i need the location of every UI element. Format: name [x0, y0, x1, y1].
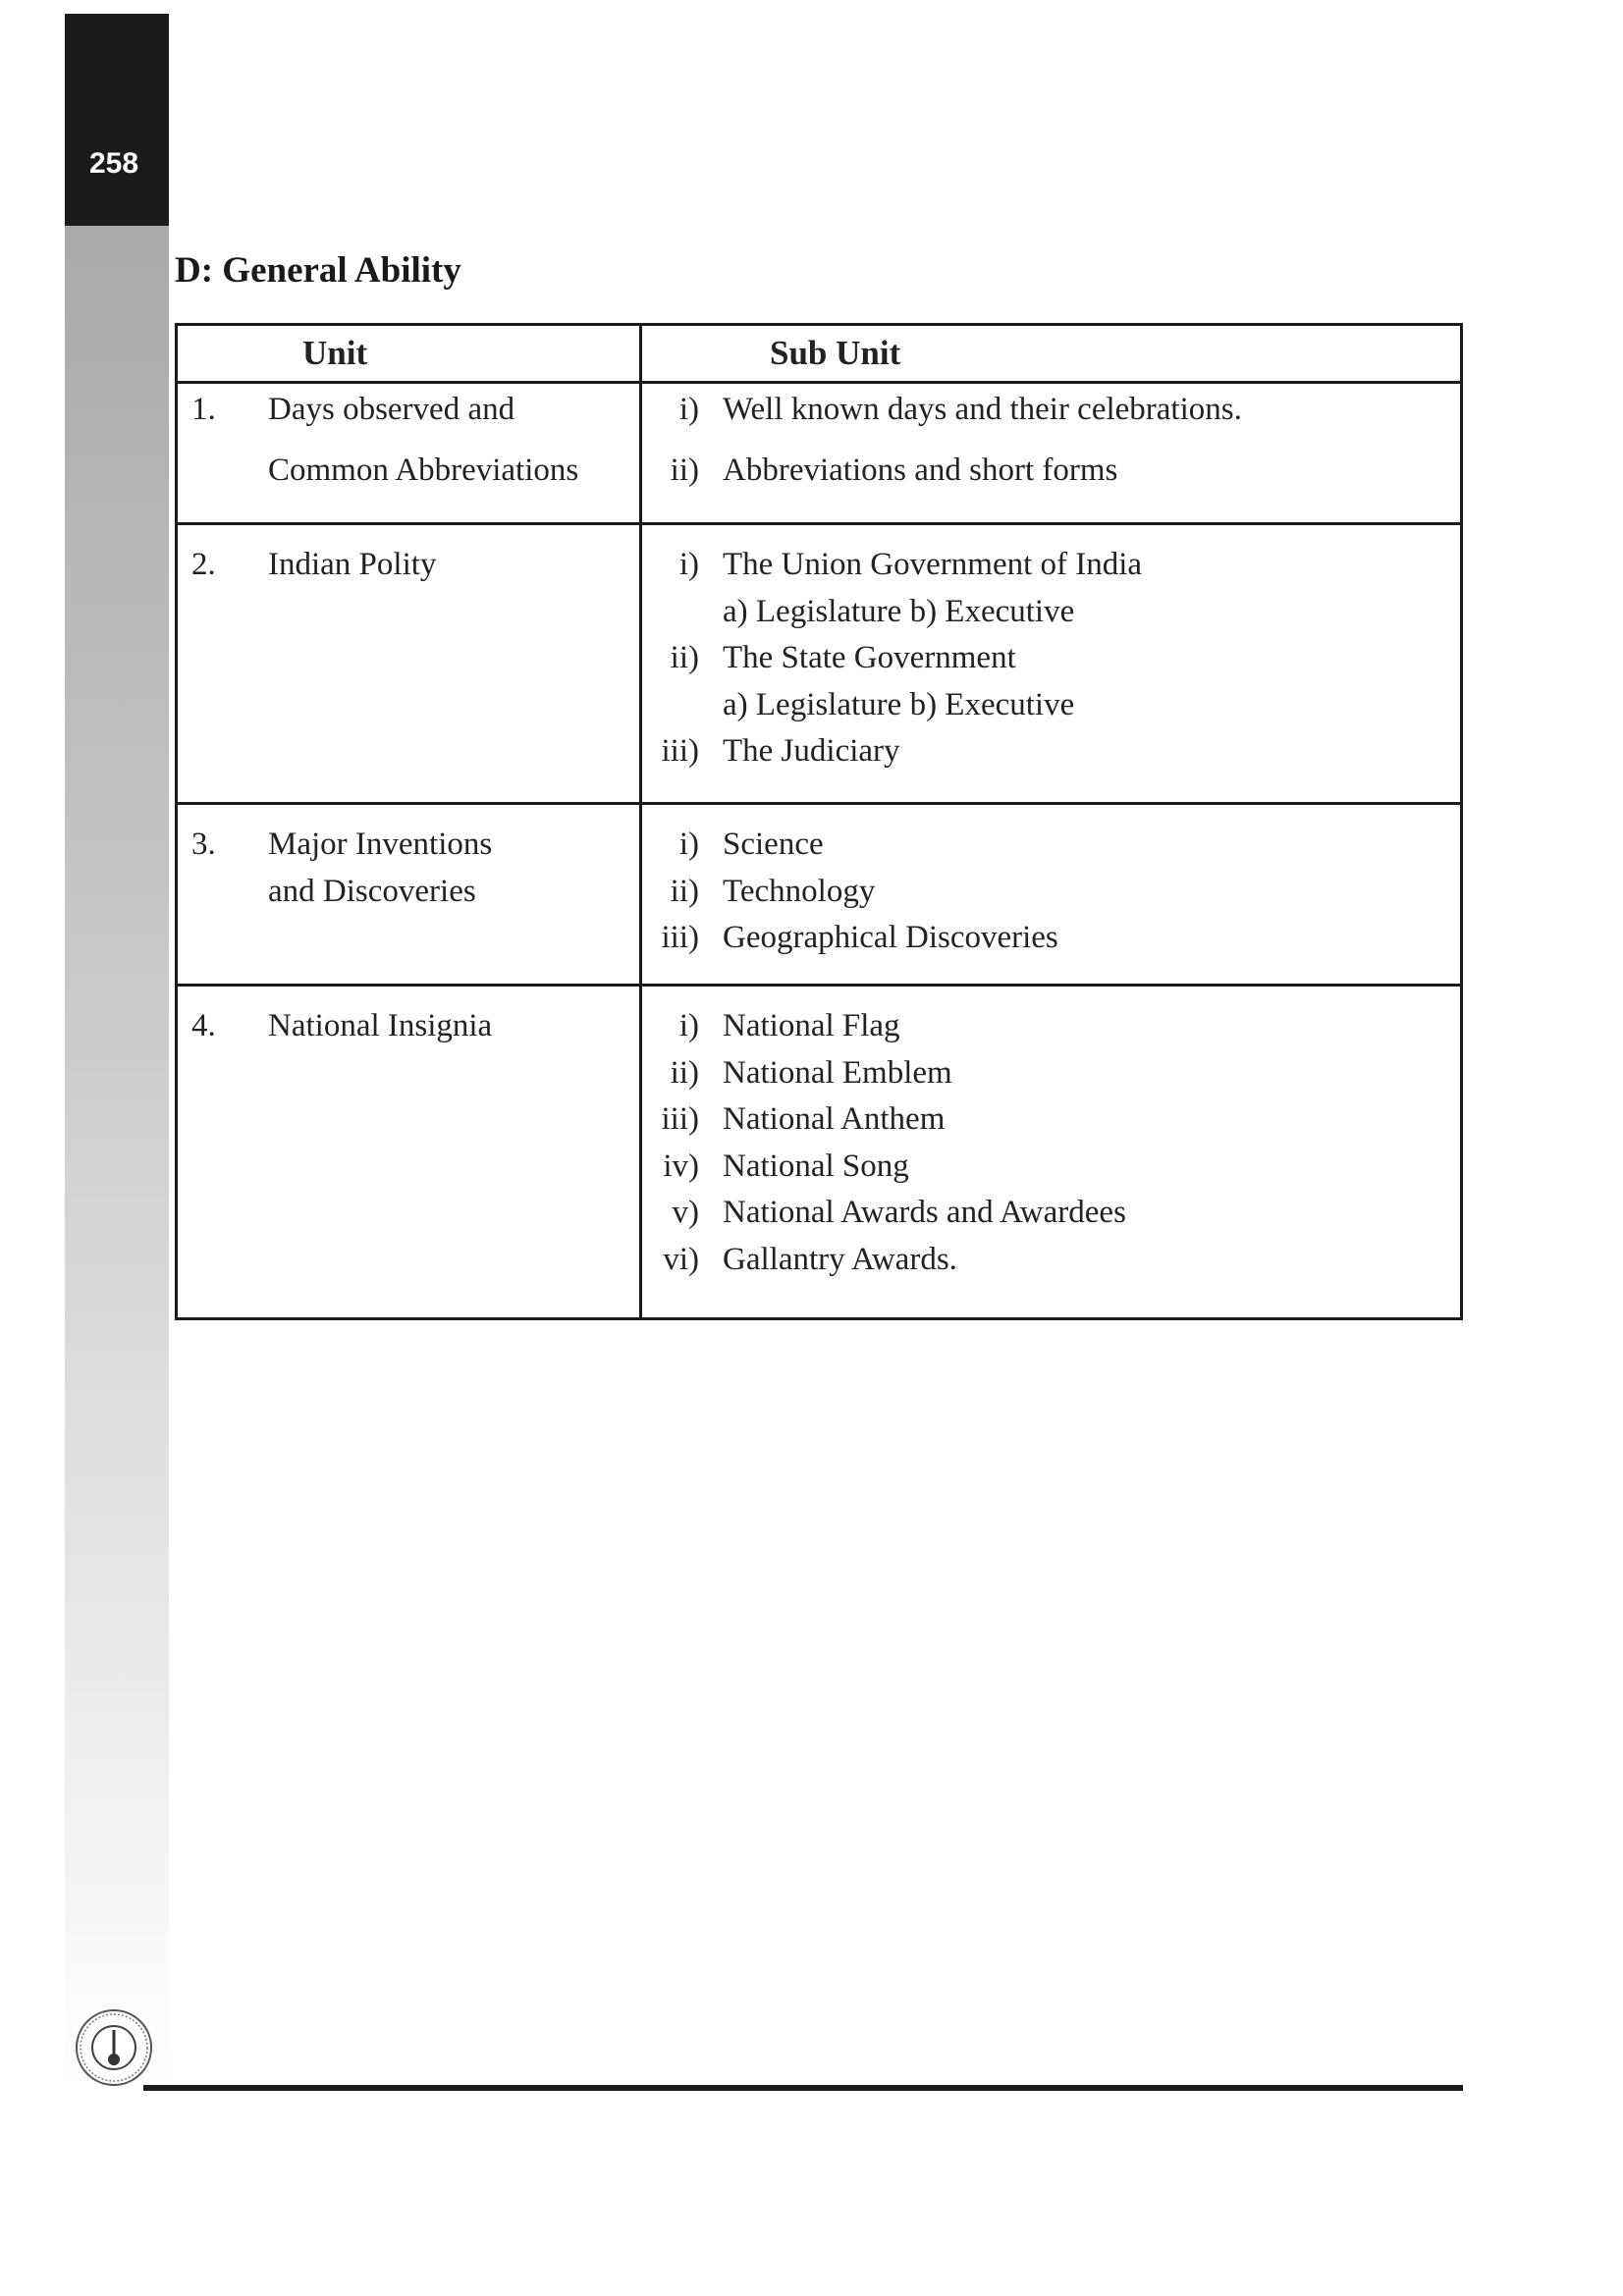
- sub-unit-marker: iii): [661, 1101, 699, 1137]
- sub-unit-text: Technology: [723, 874, 876, 909]
- page-number: 258: [88, 147, 139, 180]
- sub-unit-text: Geographical Discoveries: [723, 920, 1058, 955]
- sub-unit-text: National Flag: [723, 1008, 900, 1043]
- seal-emblem-icon: [75, 2008, 153, 2087]
- sub-unit-text: The Judiciary: [723, 733, 900, 769]
- sub-unit-text: The State Government: [723, 640, 1016, 675]
- sub-unit-text: National Anthem: [723, 1101, 946, 1137]
- unit-name-line: Indian Polity: [268, 547, 437, 582]
- table-row: [177, 804, 1462, 986]
- sub-unit-text: National Awards and Awardees: [723, 1195, 1126, 1230]
- header-sub-unit: Sub Unit: [641, 325, 1462, 383]
- sub-unit-marker: i): [678, 547, 699, 582]
- sub-unit-marker: ii): [670, 640, 699, 675]
- sub-unit-text: Gallantry Awards.: [723, 1242, 957, 1277]
- sub-unit-marker: ii): [670, 453, 699, 488]
- sub-unit-text: National Emblem: [723, 1055, 952, 1091]
- sub-unit-text: a) Legislature b) Executive: [723, 594, 1075, 629]
- unit-name-line: National Insignia: [268, 1008, 493, 1043]
- section-title: D: General Ability: [175, 250, 461, 291]
- sub-unit-marker: v): [672, 1195, 699, 1230]
- sub-unit-marker: iv): [663, 1148, 699, 1184]
- side-gradient-bar: [65, 226, 169, 2091]
- unit-name-line: Major Inventions: [268, 827, 493, 862]
- bottom-rule: [143, 2085, 1463, 2091]
- header-unit: Unit: [177, 325, 641, 383]
- table-row: [177, 383, 1462, 524]
- sub-unit-text: a) Legislature b) Executive: [723, 687, 1075, 722]
- sub-unit-marker: iii): [661, 733, 699, 769]
- sub-unit-text: Abbreviations and short forms: [723, 453, 1118, 488]
- sub-unit-marker: iii): [661, 920, 699, 955]
- unit-cell: [177, 383, 641, 524]
- table-header-row: [177, 325, 1462, 383]
- unit-name-line: Days observed and: [268, 392, 515, 427]
- unit-number: 2.: [191, 547, 216, 582]
- sub-unit-cell: [641, 524, 1462, 804]
- unit-name-line: Common Abbreviations: [268, 453, 579, 488]
- unit-cell: [177, 524, 641, 804]
- sub-unit-marker: i): [678, 1008, 699, 1043]
- sub-unit-marker: vi): [663, 1242, 699, 1277]
- sub-unit-marker: i): [678, 392, 699, 427]
- sub-unit-marker: i): [678, 827, 699, 862]
- unit-number: 4.: [191, 1008, 216, 1043]
- table-row: [177, 986, 1462, 1319]
- unit-number: 3.: [191, 827, 216, 862]
- sub-unit-cell: [641, 804, 1462, 986]
- unit-cell: [177, 986, 641, 1319]
- sub-unit-text: National Song: [723, 1148, 909, 1184]
- unit-cell: [177, 804, 641, 986]
- sub-unit-cell: [641, 383, 1462, 524]
- sub-unit-marker: ii): [670, 1055, 699, 1091]
- sub-unit-text: Science: [723, 827, 824, 862]
- syllabus-table: [175, 323, 1463, 1320]
- page-number-box: [65, 14, 169, 226]
- table-row: [177, 524, 1462, 804]
- sub-unit-text: The Union Government of India: [723, 547, 1143, 582]
- unit-name-line: and Discoveries: [268, 874, 476, 909]
- unit-number: 1.: [191, 392, 216, 427]
- sub-unit-marker: ii): [670, 874, 699, 909]
- sub-unit-text: Well known days and their celebrations.: [723, 392, 1242, 427]
- sub-unit-cell: [641, 986, 1462, 1319]
